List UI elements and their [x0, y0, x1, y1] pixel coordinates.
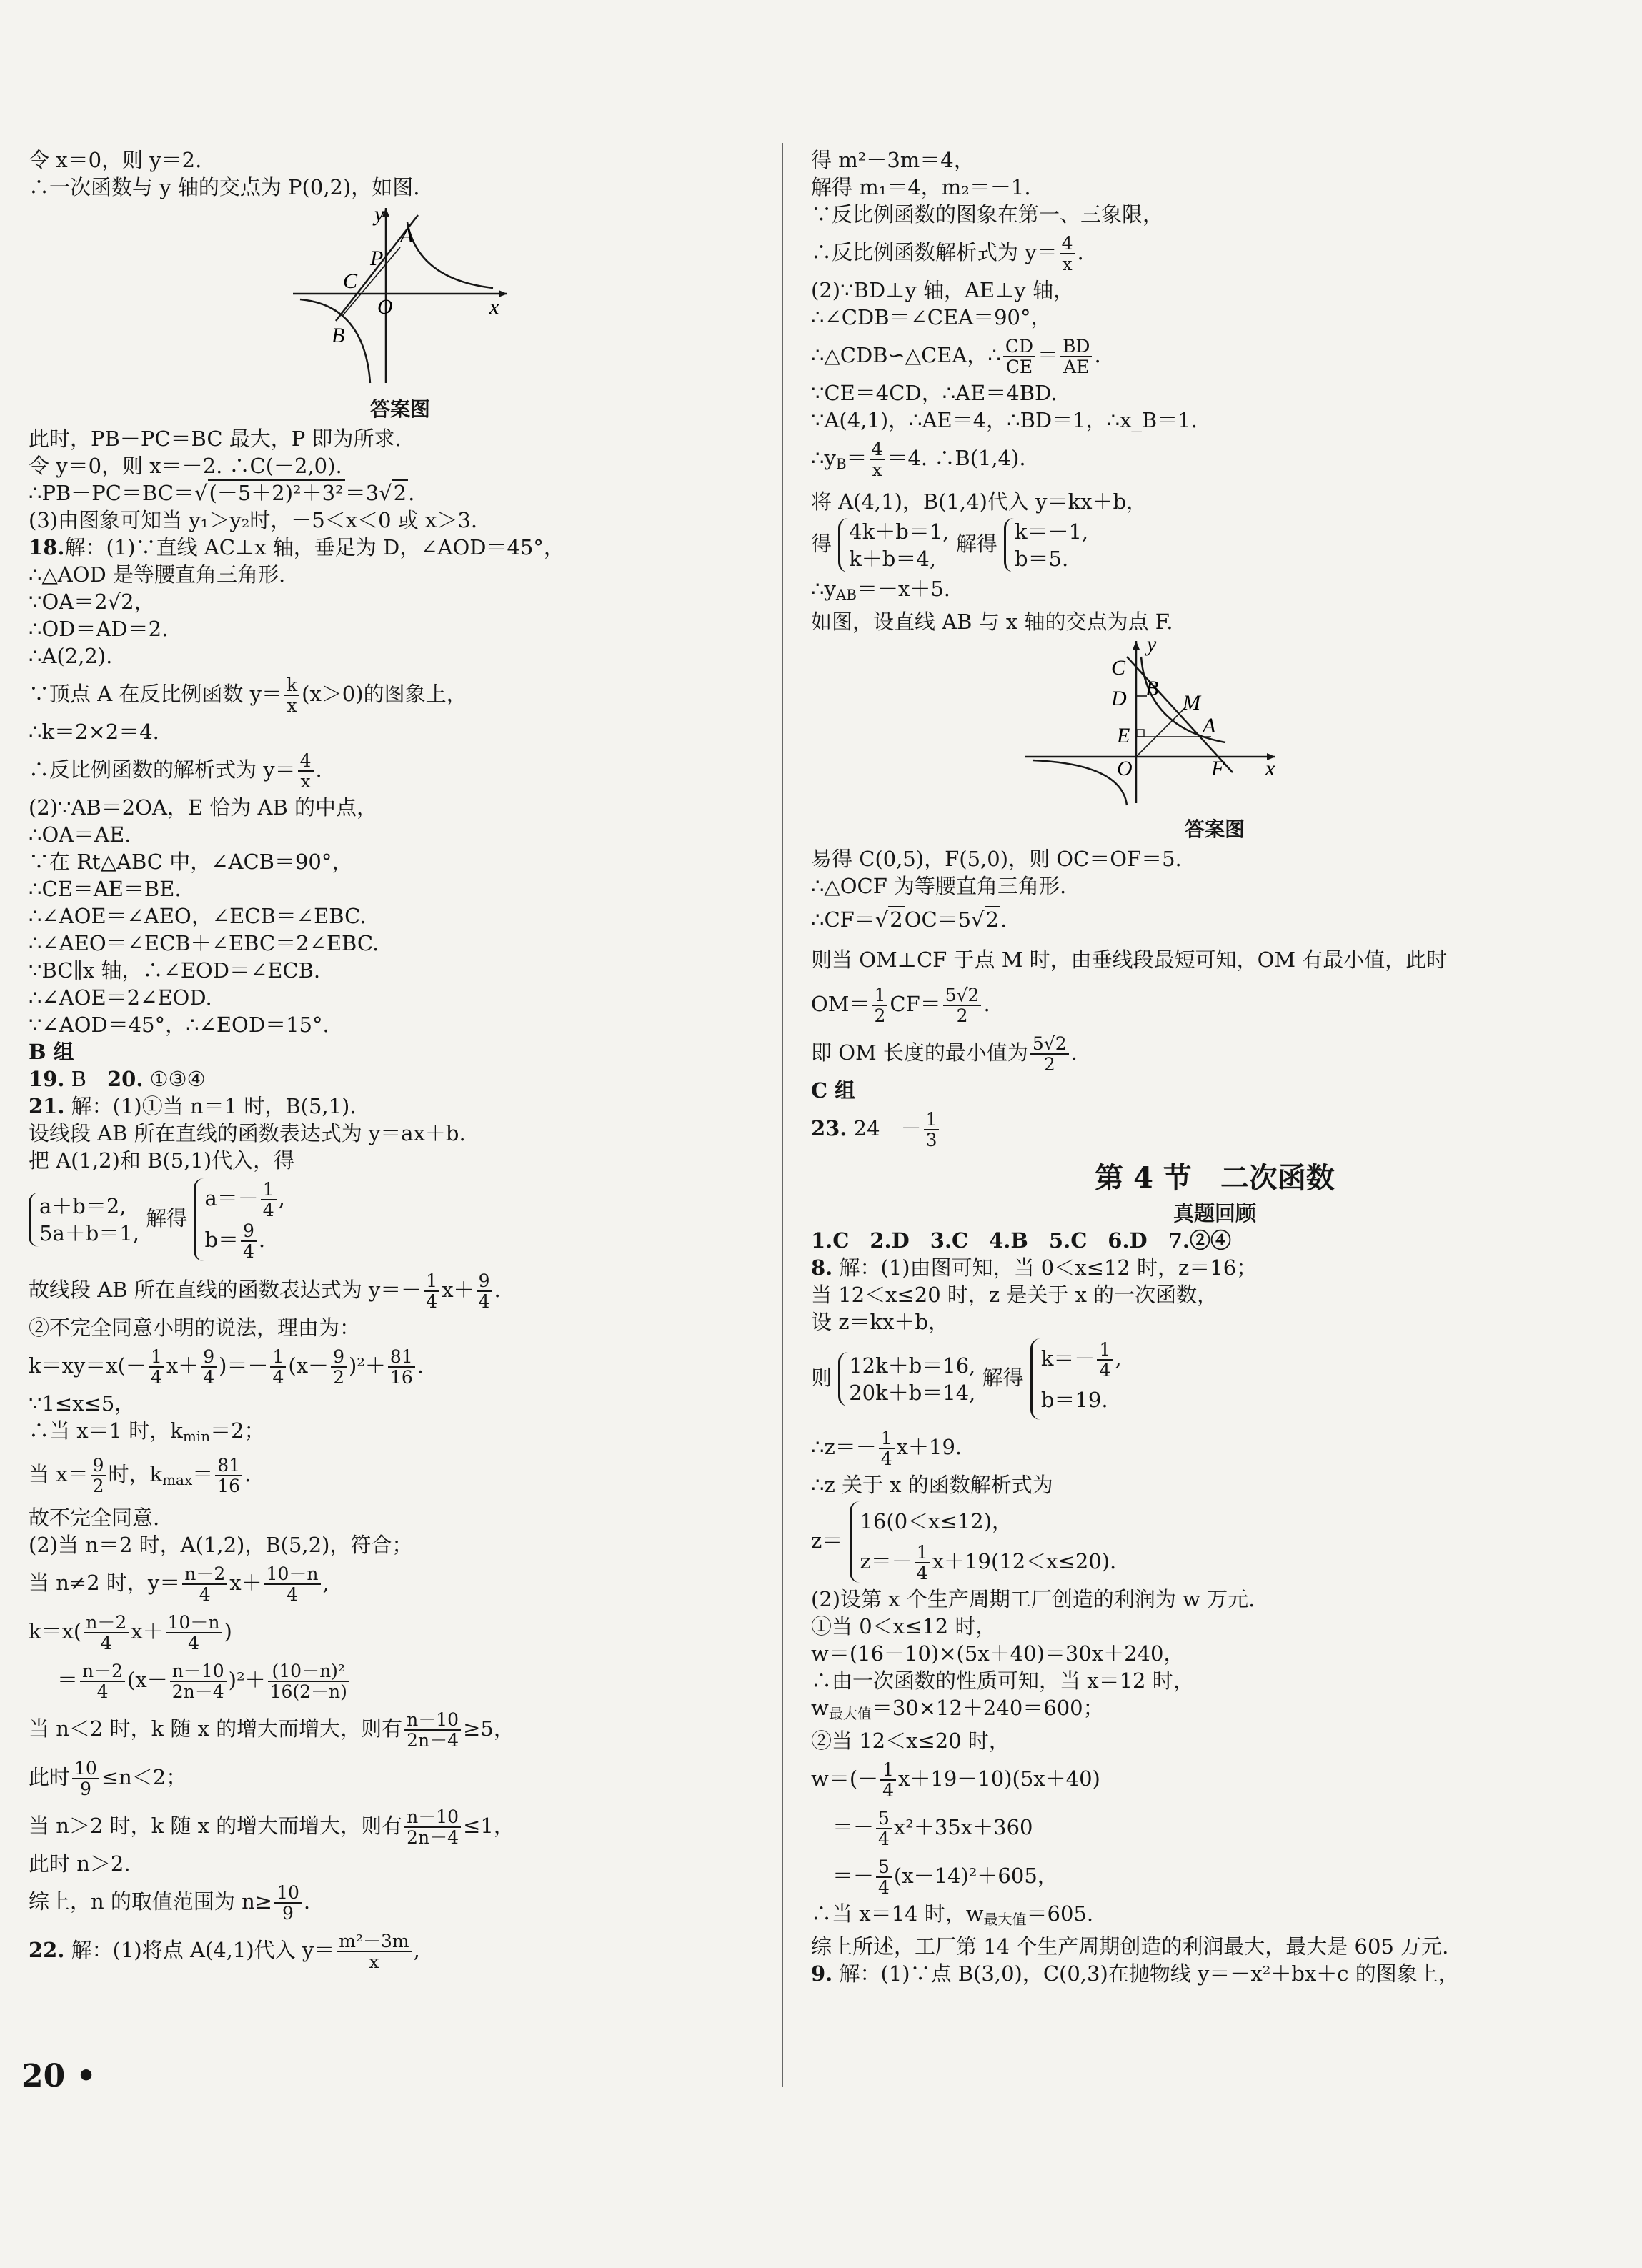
fig2-label-b: B [1145, 677, 1159, 700]
fig2-label-x: x [1265, 757, 1275, 780]
equation-system: 得 4k＋b＝1, k＋b＝4, 解得 k＝－1, b＝5. [811, 519, 1089, 571]
line: 21. 解：(1)①当 n＝1 时，B(5,1). [29, 1094, 357, 1118]
section-subtitle: 真题回顾 [1173, 1201, 1256, 1225]
line: ∴CE＝AE＝BE. [29, 877, 181, 901]
line: ∴z 关于 x 的函数解析式为 [811, 1473, 1053, 1497]
line: 当 n≠2 时，y＝ $\frac{n-2}{4}$ x＋ $\frac{10-n}{4}$ , [29, 1563, 329, 1605]
fig1-label-y: y [374, 202, 384, 226]
line: ∴OA＝AE. [29, 822, 131, 847]
line: ②不完全同意小明的说法，理由为： [29, 1315, 361, 1340]
piecewise-function: z＝ 16(0＜x≤12)， z＝－ $\frac{1}{4}$ x＋19(12＜x≤20). [811, 1498, 1618, 1586]
line: (2)∵AB＝2OA，E 恰为 AB 的中点， [29, 795, 378, 820]
line: 综上所述，工厂第 14 个生产周期创造的利润最大，最大是 605 万元. [811, 1934, 1449, 1959]
line: ∴∠CDB＝∠CEA＝90°， [811, 305, 1052, 329]
line: 故不完全同意. [29, 1506, 160, 1530]
line: ②当 12＜x≤20 时， [811, 1729, 1010, 1753]
left-column [29, 146, 772, 1974]
line: ∵CE＝4CD，∴AE＝4BD. [811, 381, 1058, 405]
line: ＝－ $\frac{5}{4}$ (x－14)²＋605， [832, 1856, 1058, 1898]
line: 当 x＝ $\frac{9}{2}$ 时，$k_{max}=$ $\frac{81}{16}$ . [29, 1455, 252, 1496]
line: k＝xy＝x(－ $\frac{1}{4}$ x＋ $\frac{9}{4}$ )＝－ $\frac{1}{4}$ (x－ $\frac{9}{2}$ )²＋ $\frac{81}{16}$ . [29, 1346, 424, 1388]
fig2-label-f: F [1211, 757, 1225, 780]
line: $\therefore y_{AB}=-x+5$. [811, 577, 951, 603]
line: OM＝ $\frac{1}{2}$ CF＝ $\frac{5√2}{2}$ . [811, 985, 990, 1026]
fig2-label-e: E [1117, 724, 1130, 747]
line: ∴k＝2×2＝4. [29, 720, 159, 744]
line: 此时 n＞2. [29, 1851, 131, 1876]
line: ∵顶点 A 在反比例函数 y＝ $\frac{k}{x}$ (x＞0)的图象上， [29, 675, 467, 716]
line: ∴反比例函数解析式为 y＝ $\frac{4}{x}$ . [811, 233, 1084, 274]
line: ∴z＝－ $\frac{1}{4}$ x＋19. [811, 1428, 962, 1469]
fig2-label-o: O [1117, 757, 1133, 780]
line: ∴OD＝AD＝2. [29, 617, 169, 641]
line: ∵BC∥x 轴，∴∠EOD＝∠ECB. [29, 958, 321, 983]
line: ∴当 x＝14 时，$w_{最大值}=605$. [811, 1901, 1094, 1928]
line: ∴PB－PC＝BC＝√(－5＋2)²＋3²＝3√2. [29, 481, 415, 505]
line: $w_{最大值}=30\times 12+240=600$； [811, 1696, 1104, 1722]
column-divider [782, 143, 783, 2087]
line: ∴当 x＝1 时，$k_{min}=2$； [29, 1418, 265, 1445]
fig2-label-y: y [1147, 635, 1157, 656]
group-heading: B 组 [29, 1040, 74, 1064]
line: ＝－ $\frac{5}{4}$ x²＋35x＋360 [832, 1808, 1033, 1849]
line: ∵1≤x≤5， [29, 1391, 136, 1416]
fig2-label-d: D [1111, 687, 1127, 710]
line: ∵∠AOD＝45°，∴∠EOD＝15°. [29, 1013, 329, 1037]
figure-caption: 答案图 [1184, 817, 1245, 841]
line: 8. 解：(1)由图可知，当 0＜x≤12 时，z＝16； [811, 1255, 1258, 1280]
line: ＝ $\frac{n-2}{4}$ (x－ $\frac{n-10}{2n-4}$ )²＋ $\frac{\text{(10－n)²}}{16(2-n)}$ [29, 1656, 772, 1704]
line: 此时 $\frac{10}{9}$ ≤n＜2； [29, 1758, 187, 1799]
line: ∴∠AEO＝∠ECB＋∠EBC＝2∠EBC. [29, 931, 379, 955]
line: 22. 解：(1)将点 A(4,1)代入 y＝ $\frac{\text{m²－3m}}{x}$ , [29, 1931, 420, 1972]
line: 故线段 AB 所在直线的函数表达式为 y＝－ $\frac{1}{4}$ x＋ $\frac{9}{4}$ . [29, 1270, 501, 1312]
line: w＝(－ $\frac{1}{4}$ x＋19－10)(5x＋40) [811, 1759, 1100, 1801]
line: ∴A(2,2). [29, 644, 113, 668]
line: ∴由一次函数的性质可知，当 x＝12 时， [811, 1668, 1194, 1693]
line: 即 OM 长度的最小值为 $\frac{5√2}{2}$ . [811, 1033, 1078, 1075]
answer-line: 1.C 2.D 3.C 4.B 5.C 6.D 7.②④ [811, 1228, 1231, 1253]
line: 当 n＜2 时，k 随 x 的增大而增大，则有 $\frac{n-10}{2n-4}$ ≥5， [29, 1709, 514, 1751]
line: k＝x( $\frac{n-2}{4}$ x＋ $\frac{10-n}{4}$ ) [29, 1612, 232, 1653]
line: 此时，PB－PC＝BC 最大，P 即为所求. [29, 427, 402, 451]
line: $\therefore y_B=$ $\frac{4}{x}$ ＝4. ∴B(1,4). [811, 439, 1026, 480]
line: ∴一次函数与 y 轴的交点为 P(0,2)，如图. [29, 175, 420, 199]
section-title: 第 4 节 二次函数 [1095, 1161, 1335, 1195]
line: (2)当 n＝2 时，A(1,2)，B(5,2)，符合； [29, 1533, 413, 1557]
figure-caption: 答案图 [369, 397, 430, 421]
page-number: 20 • [21, 2058, 96, 2094]
line: 当 n＞2 时，k 随 x 的增大而增大，则有 $\frac{n-10}{2n-4}$ ≤1， [29, 1806, 514, 1848]
line: 设 z＝kx＋b， [811, 1310, 949, 1334]
line: 解得 m₁＝4，m₂＝－1. [811, 175, 1031, 199]
figure-hyperbola-triangle [811, 635, 1618, 814]
line: ∴△CDB∽△CEA，∴ $\frac{CD}{CE}$ ＝ $\frac{BD}{AE}$ . [811, 336, 1101, 377]
line: ∴△AOD 是等腰直角三角形. [29, 562, 286, 587]
line: 则当 OM⊥CF 于点 M 时，由垂线段最短可知，OM 有最小值，此时 [811, 948, 1448, 972]
equation-system: a＋b＝2, 5a＋b＝1, 解得 a＝－ $\frac{1}{4}$ , b＝ $\frac{9}{4}$ . [29, 1174, 772, 1265]
line: ①当 0＜x≤12 时， [811, 1614, 997, 1638]
line: 19. B 20. ①③④ [29, 1067, 206, 1091]
line: 令 y＝0，则 x＝－2. ∴C(－2,0). [29, 454, 342, 478]
line: ∴反比例函数的解析式为 y＝ $\frac{4}{x}$ . [29, 750, 322, 792]
equation-system: 则 12k＋b＝16, 20k＋b＝14, 解得 k＝－ $\frac{1}{4}$ , b＝19. [811, 1336, 1618, 1423]
fig1-label-x: x [489, 295, 499, 319]
fig1-label-b: B [332, 324, 345, 347]
line: ∴∠AOE＝∠AEO，∠ECB＝∠EBC. [29, 904, 367, 928]
fig2-label-m: M [1183, 691, 1200, 715]
line: 得 m²－3m＝4， [811, 148, 975, 172]
line: 将 A(4,1)，B(1,4)代入 y＝kx＋b， [811, 489, 1148, 514]
line: ∴CF＝√2OC＝5√2. [811, 907, 1007, 932]
line: 18.解：(1)∵直线 AC⊥x 轴，垂足为 D，∠AOD＝45°， [29, 535, 564, 559]
line: ∴△OCF 为等腰直角三角形. [811, 874, 1067, 898]
line: 把 A(1,2)和 B(5,1)代入，得 [29, 1148, 295, 1173]
fig1-label-p: P [370, 247, 384, 270]
right-column [811, 146, 1618, 1987]
line: ∴∠AOE＝2∠EOD. [29, 985, 212, 1010]
line: 当 12＜x≤20 时，z 是关于 x 的一次函数， [811, 1283, 1218, 1307]
line: 如图，设直线 AB 与 x 轴的交点为点 F. [811, 610, 1173, 634]
line: 综上，n 的取值范围为 n≥ $\frac{10}{9}$ . [29, 1882, 311, 1924]
fig1-label-c: C [343, 269, 358, 293]
line: (2)∵BD⊥y 轴，AE⊥y 轴， [811, 278, 1074, 302]
line: (3)由图象可知当 y₁＞y₂时，－5＜x＜0 或 x＞3. [29, 508, 478, 532]
fig1-label-o: O [377, 295, 393, 319]
group-heading: C 组 [811, 1078, 856, 1103]
fig1-label-a: A [400, 224, 414, 247]
line: 23. 24 － $\frac{1}{3}$ [811, 1104, 1618, 1153]
line: ∵在 Rt△ABC 中，∠ACB＝90°， [29, 850, 353, 874]
line: 易得 C(0,5)，F(5,0)，则 OC＝OF＝5. [811, 847, 1182, 871]
figure-hyperbola-line [29, 201, 772, 394]
fig2-label-a: A [1203, 714, 1216, 737]
line: w＝(16－10)×(5x＋40)＝30x＋240， [811, 1641, 1185, 1666]
line: 9. 解：(1)∵点 B(3,0)，C(0,3)在抛物线 y＝－x²＋bx＋c 的图象上， [811, 1961, 1459, 1986]
line: (2)设第 x 个生产周期工厂创造的利润为 w 万元. [811, 1587, 1255, 1611]
line: ∵A(4,1)，∴AE＝4，∴BD＝1，∴x_B＝1. [811, 408, 1198, 432]
line: ∵OA＝2√2， [29, 590, 155, 614]
line: 设线段 AB 所在直线的函数表达式为 y＝ax＋b. [29, 1121, 466, 1145]
line: ∵反比例函数的图象在第一、三象限， [811, 202, 1164, 227]
fig2-label-c: C [1111, 656, 1126, 680]
line: 令 x＝0，则 y＝2. [29, 148, 202, 172]
